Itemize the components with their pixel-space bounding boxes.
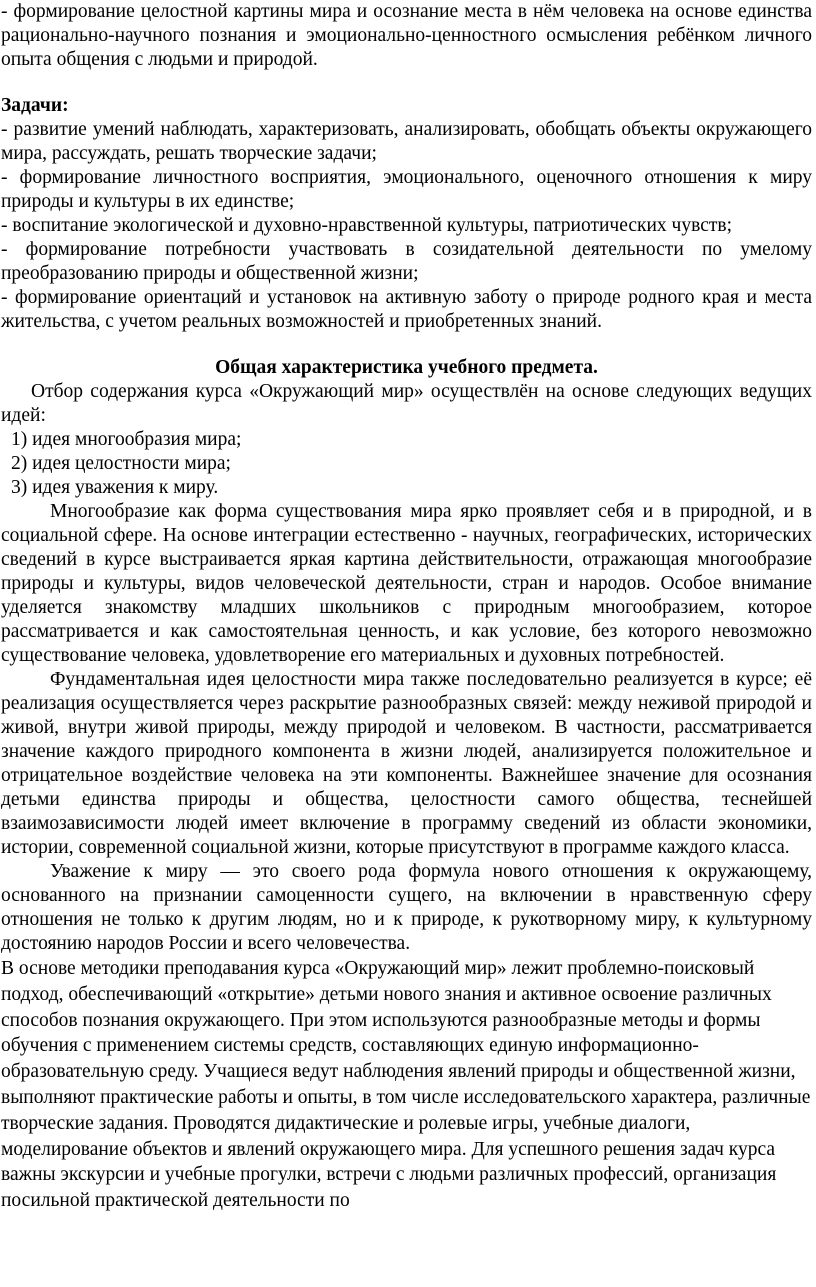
paragraph-integrity: Фундаментальная идея целостности мира также последовательно реализуется в курсе; её реализация осуществляется через раскрытие разнообразных связей: между неживой природой и живой, внутри живой природы, между природой и человеком. В частности, рассматривается значение каждого природного компонента в жизни людей, анализируется положительное и отрицательное воздействие человека на эти компоненты. Важнейшее значение для осознания детьми единства природы и общества, целостности самого общества, теснейшей взаимозависимости людей имеет включение в программу сведений из области экономики, истории, современной социальной жизни, которые присутствуют в программе каждого класса.	[1, 669, 812, 858]
section-title: Общая характеристика учебного предмета.	[215, 357, 598, 378]
paragraph-respect: Уважение к миру — это своего рода формула нового отношения к окружающему, основанного на признании самоценности сущего, на включении в нравственную сферу отношения не только к другим людям, но и к природе, к рукотворному миру, к культурному достоянию народов России и всего человечества.	[1, 861, 812, 954]
paragraph-methods: В основе методики преподавания курса «Окружающий мир» лежит проблемно-поисковый подход, обеспечивающий «открытие» детьми нового знания и активное освоение различных способов познания окружающего. При этом используются разнообразные методы и формы обучения с применением системы средств, составляющих единую информационно-образовательную среду. Учащиеся ведут наблюдения явлений природы и общественной жизни, выполняют практические работы и опыты, в том числе исследовательского характера, различные творческие задания. Проводятся дидактические и ролевые игры, учебные диалоги, моделирование объектов и явлений окружающего мира. Для успешного решения задач курса важны экскурсии и учебные прогулки, встречи с людьми различных профессий, организация посильной практической деятельности по	[1, 958, 811, 1212]
selection-intro: Отбор содержания курса «Окружающий мир» осуществлён на основе следующих ведущих идей:	[1, 381, 812, 426]
task-item: - формирование личностного восприятия, эмоционального, оценочного отношения к миру природы и культуры в их единстве;	[1, 167, 812, 212]
blank-line	[1, 72, 812, 94]
blank-line	[1, 334, 812, 356]
task-item: - развитие умений наблюдать, характеризовать, анализировать, обобщать объекты окружающего мира, рассуждать, решать творческие задачи;	[1, 119, 812, 164]
tasks-heading: Задачи:	[1, 95, 69, 116]
idea-item: 1) идея многообразия мира;	[11, 429, 242, 450]
idea-item: 2) идея целостности мира;	[11, 453, 231, 474]
paragraph-diversity: Многообразие как форма существования мира ярко проявляет себя и в природной, и в социальной сфере. На основе интеграции естественно - научных, географических, исторических сведений в курсе выстраивается яркая картина действительности, отражающая многообразие природы и культуры, видов человеческой деятельности, стран и народов. Особое внимание уделяется знакомству младших школьников с природным многообразием, которое рассматривается и как самостоятельная ценность, и как условие, без которого невозможно существование человека, удовлетворение его материальных и духовных потребностей.	[1, 501, 812, 666]
task-item: - воспитание экологической и духовно-нравственной культуры, патриотических чувств;	[1, 215, 733, 236]
idea-item: 3) идея уважения к миру.	[11, 477, 219, 498]
task-item: - формирование ориентаций и установок на активную заботу о природе родного края и места жительства, с учетом реальных возможностей и приобретенных знаний.	[1, 287, 812, 332]
task-item: - формирование потребности участвовать в созидательной деятельности по умелому преобразованию природы и общественной жизни;	[1, 239, 812, 284]
intro-paragraph: - формирование целостной картины мира и осознание места в нём человека на основе единства рационально-научного познания и эмоционально-ценностного осмысления ребёнком личного опыта общения с людьми и природой.	[1, 1, 812, 70]
